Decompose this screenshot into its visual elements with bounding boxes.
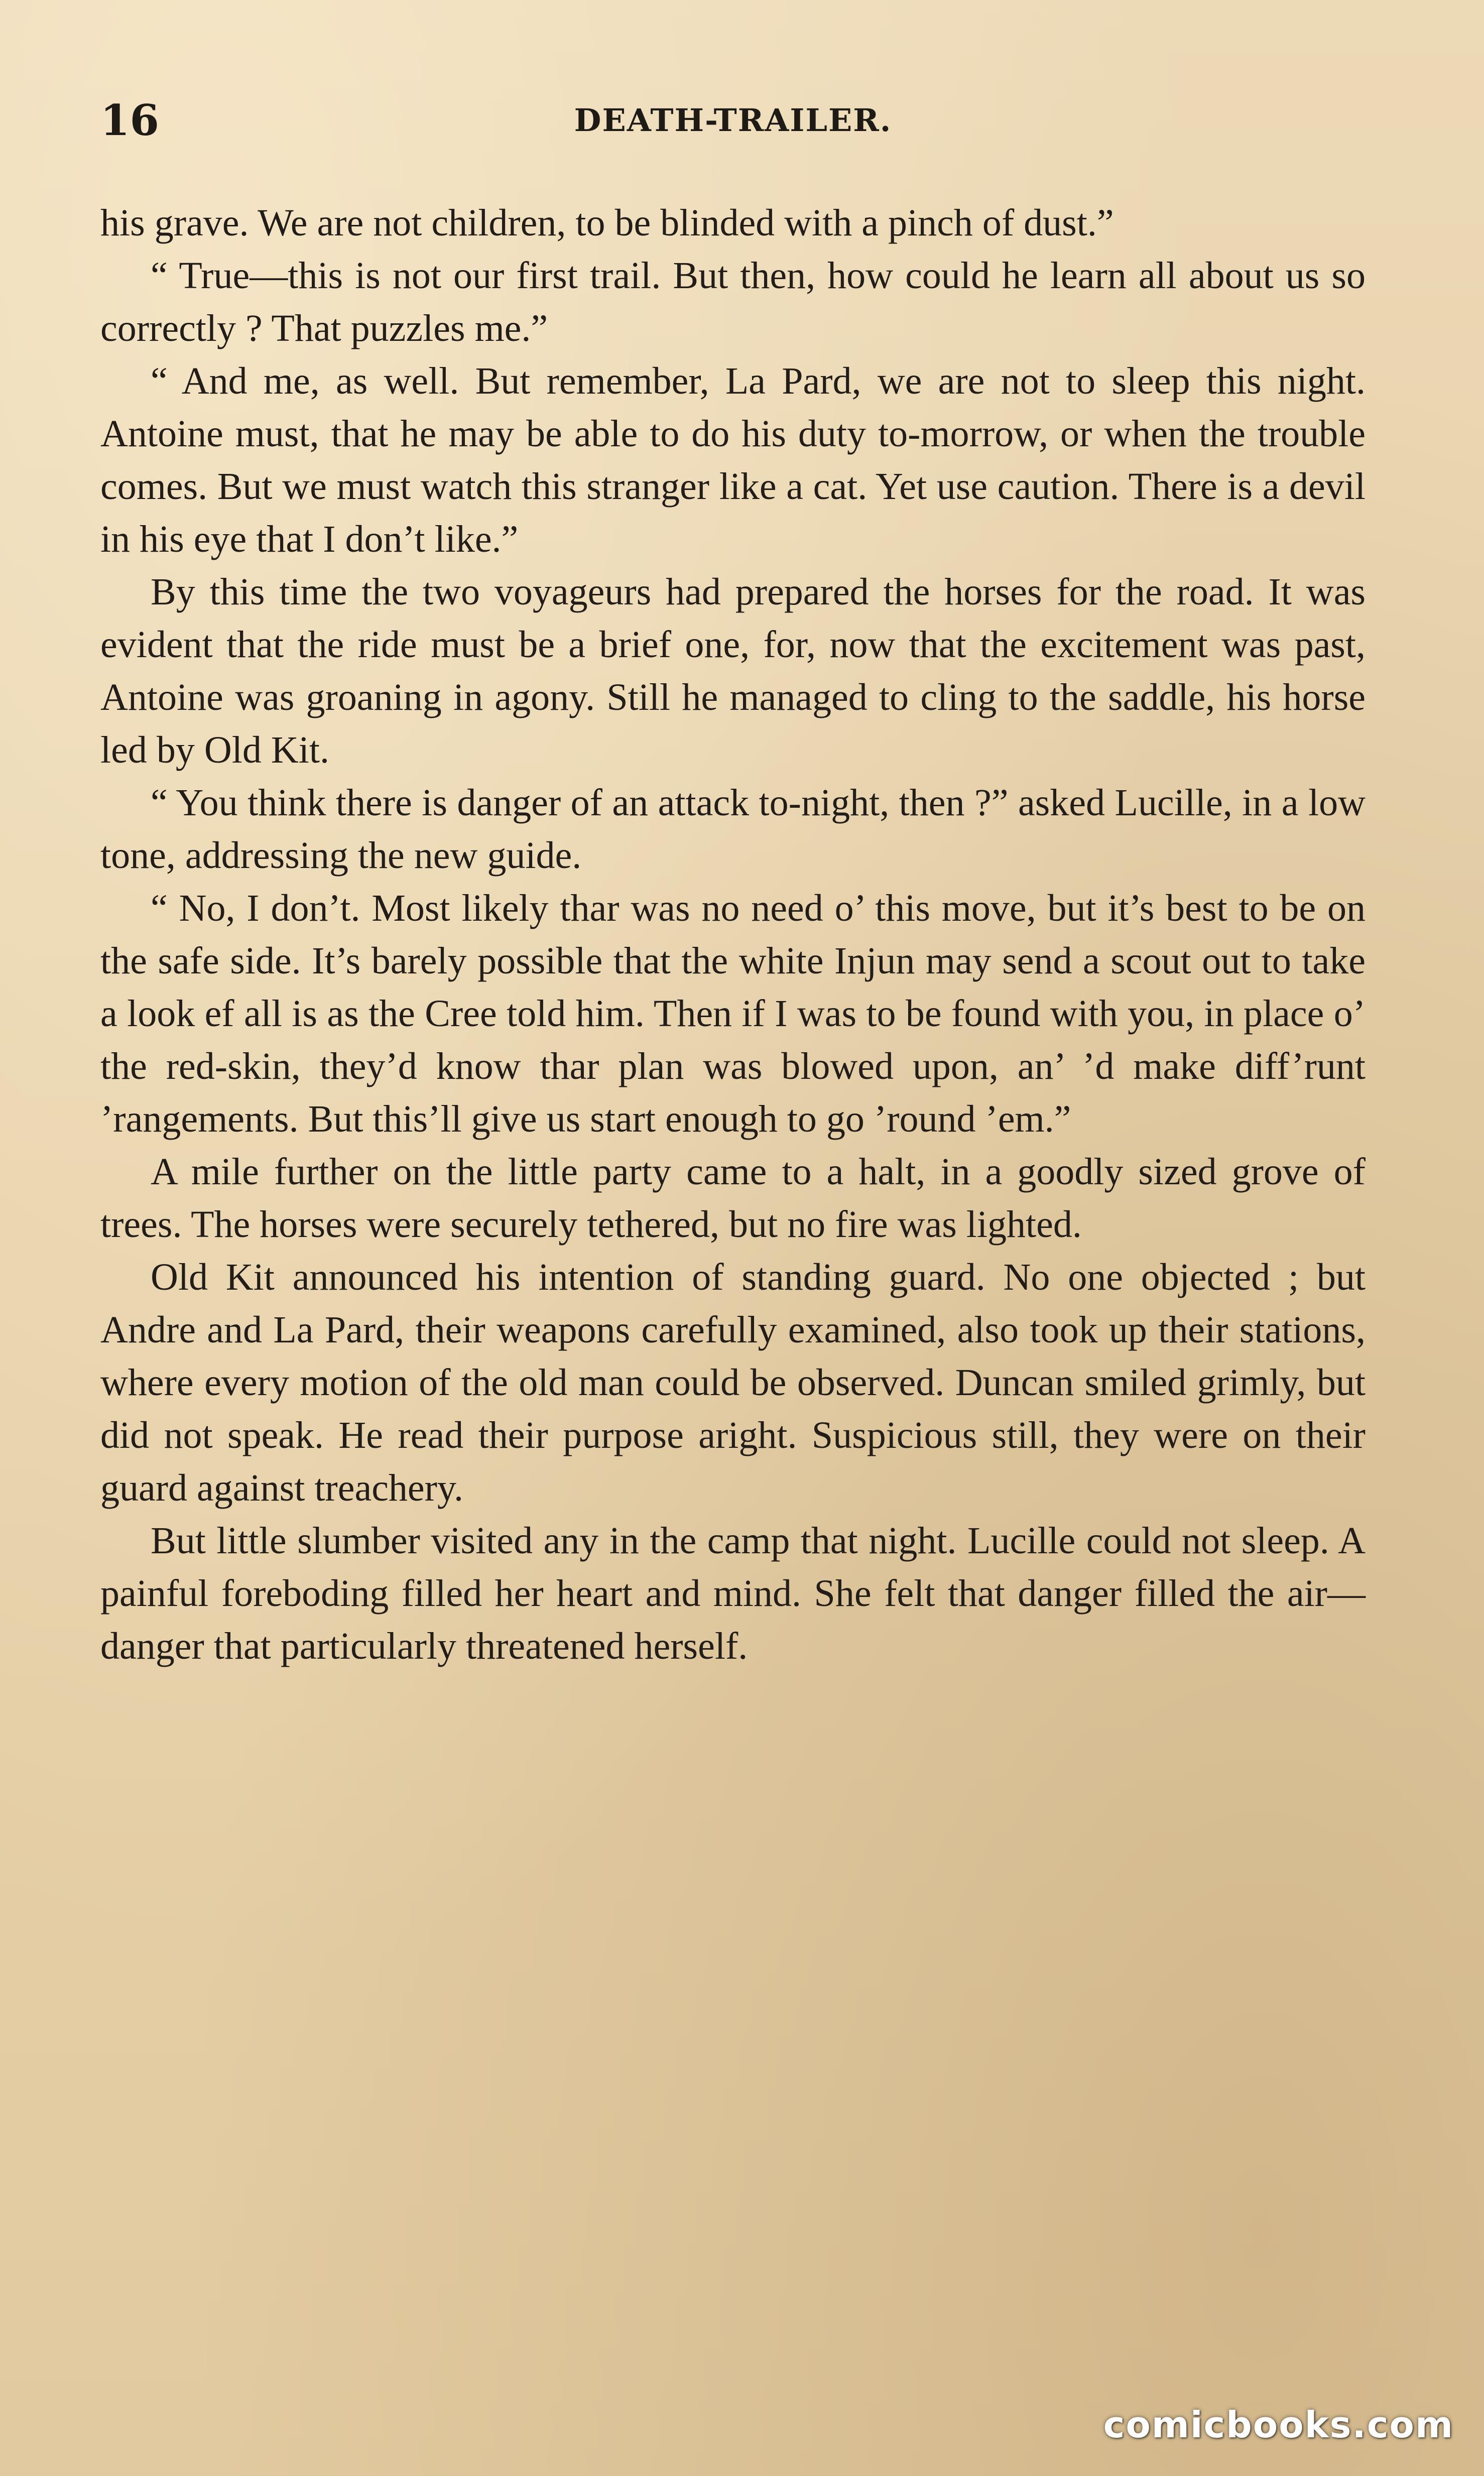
paragraph: “ And me, as well. But remember, La Pard, we are not to sleep this night. Antoine must, that he may be able to do his duty to-morrow, or when the trouble comes. But we must watch this stranger like a cat. Yet use caution. There is a devil in his eye that I don’t like.” [100, 360, 1366, 560]
page-number: 16 [100, 95, 159, 145]
page-body [100, 197, 1366, 1673]
running-title: DEATH-TRAILER. [574, 102, 892, 139]
paragraph: “ True—this is not our first trail. But then, how could he learn all about us so correctly ? That puzzles me.” [100, 255, 1366, 349]
page-header [100, 93, 1366, 148]
paragraph: Old Kit announced his intention of standing guard. No one objected ; but Andre and La Pard, their weapons carefully examined, also took up their stations, where every motion of the old man could be observed. Duncan smiled grimly, but did not speak. He read their purpose aright. Suspicious still, they were on their guard against treachery. [100, 1256, 1366, 1509]
watermark: comicbooks.com [1103, 2404, 1454, 2446]
paragraph: “ No, I don’t. Most likely thar was no need o’ this move, but it’s best to be on the safe side. It’s barely possible that the white Injun may send a scout out to take a look ef all is as the Cree told him. Then if I was to be found with you, in place o’ the red-skin, they’d know thar plan was blowed upon, an’ ’d make diff’runt ’rangements. But this’ll give us start enough to go ’round ’em.” [100, 887, 1366, 1140]
paragraph: “ You think there is danger of an attack to-night, then ?” asked Lucille, in a low tone, addressing the new guide. [100, 782, 1366, 877]
paragraph: A mile further on the little party came to a halt, in a goodly sized grove of trees. The horses were securely tethered, but no fire was lighted. [100, 1151, 1366, 1246]
paragraph: By this time the two voyageurs had prepared the horses for the road. It was evident that the ride must be a brief one, for, now that the excitement was past, Antoine was groaning in agony. Still he managed to cling to the saddle, his horse led by Old Kit. [100, 571, 1366, 771]
paragraph: his grave. We are not children, to be blinded with a pinch of dust.” [100, 202, 1114, 244]
paragraph: But little slumber visited any in the camp that night. Lucille could not sleep. A painful foreboding filled her heart and mind. She felt that danger filled the air—danger that particularly threatened herself. [100, 1520, 1366, 1667]
